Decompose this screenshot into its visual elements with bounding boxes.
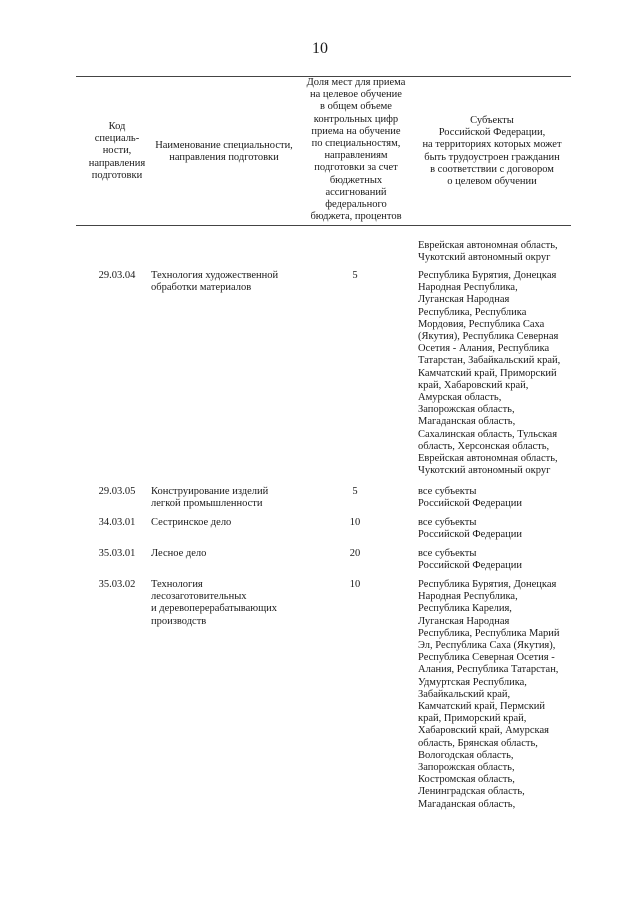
header-share-line: контрольных цифр bbox=[313, 113, 399, 125]
subject-line: Республика Карелия, bbox=[418, 603, 512, 615]
header-subjects-line: в соответствии с договором bbox=[430, 163, 554, 175]
row-subjects bbox=[418, 579, 573, 811]
row-subjects bbox=[418, 486, 573, 510]
header-share-line: бюджетных bbox=[329, 174, 383, 186]
header-share-line: направлениям bbox=[324, 150, 388, 162]
header-subjects-line: Российской Федерации, bbox=[438, 127, 546, 139]
row-code: 29.03.04 bbox=[98, 270, 136, 281]
subject-line: Удмуртская Республика, bbox=[418, 676, 527, 688]
row-name bbox=[151, 517, 301, 529]
row-share: 10 bbox=[349, 517, 361, 528]
header-subjects-line: Субъекты bbox=[470, 115, 514, 126]
continuation-subjects bbox=[418, 240, 573, 264]
header-code bbox=[76, 121, 158, 182]
row-name-line: Сестринское дело bbox=[151, 517, 232, 528]
header-code-line: подготовки bbox=[91, 169, 143, 181]
subject-line: Республика Бурятия, Донецкая bbox=[418, 579, 557, 590]
subject-line: Чукотский автономный округ bbox=[418, 465, 551, 477]
header-name bbox=[148, 140, 300, 164]
subject-line: Российской Федерации bbox=[418, 560, 522, 572]
row-name-line: Лесное дело bbox=[151, 548, 207, 559]
row-name-line: обработки материалов bbox=[151, 282, 252, 294]
header-subjects bbox=[412, 115, 572, 188]
subject-line: Запорожская область, bbox=[418, 404, 515, 416]
subject-line: Российской Федерации bbox=[418, 529, 522, 541]
header-code-line: специаль- bbox=[94, 133, 140, 145]
row-subjects bbox=[418, 548, 573, 572]
header-share-line: по специальностям, bbox=[311, 138, 401, 150]
row-name bbox=[151, 548, 301, 560]
subject-line: Алания, Республика Татарстан, bbox=[418, 664, 559, 676]
row-share: 5 bbox=[352, 270, 358, 281]
row-name-line: Конструирование изделий bbox=[151, 486, 269, 497]
subject-line: Республика Бурятия, Донецкая bbox=[418, 270, 557, 281]
subject-line: все субъекты bbox=[418, 486, 477, 497]
subject-line: Ленинградская область, bbox=[418, 786, 525, 798]
row-code: 35.03.01 bbox=[98, 548, 136, 559]
subject-line: Мордовия, Республика Саха bbox=[418, 318, 545, 330]
subject-line: Камчатский край, Приморский bbox=[418, 367, 557, 379]
subject-line: Чукотский автономный округ bbox=[418, 252, 551, 264]
subject-line: Магаданская область, bbox=[418, 798, 516, 810]
subject-line: Эл, Республика Саха (Якутия), bbox=[418, 640, 556, 652]
subject-line: (Якутия), Республика Северная bbox=[418, 331, 559, 343]
header-share-line: Доля мест для приема bbox=[306, 77, 406, 88]
row-name bbox=[151, 579, 301, 628]
table-header-rule bbox=[76, 225, 571, 226]
subject-line: Еврейская автономная область, bbox=[418, 453, 558, 465]
row-name bbox=[151, 270, 301, 294]
subject-line: Республика Северная Осетия - bbox=[418, 652, 555, 664]
header-share-line: ассигнований bbox=[325, 186, 387, 198]
subject-line: Сахалинская область, Тульская bbox=[418, 428, 558, 440]
subject-line: Республика, Республика bbox=[418, 306, 527, 318]
row-share: 10 bbox=[349, 579, 361, 590]
header-subjects-line: о целевом обучении bbox=[447, 176, 537, 188]
subject-line: Вологодская область, bbox=[418, 749, 514, 761]
header-share-line: федерального bbox=[325, 199, 387, 211]
subject-line: Забайкальский край, bbox=[418, 688, 511, 700]
subject-line: все субъекты bbox=[418, 517, 477, 528]
header-code-line: ности, bbox=[102, 145, 132, 157]
header-subjects-line: быть трудоустроен гражданин bbox=[424, 151, 560, 163]
row-share: 5 bbox=[352, 486, 358, 497]
row-code: 35.03.02 bbox=[98, 579, 136, 590]
subject-line: Еврейская автономная область, bbox=[418, 240, 558, 251]
subject-line: Луганская Народная bbox=[418, 294, 510, 306]
header-share-line: на целевое обучение bbox=[310, 89, 402, 101]
header-share-line: приема на обучение bbox=[311, 125, 401, 137]
subject-line: все субъекты bbox=[418, 548, 477, 559]
header-share-line: в общем объеме bbox=[320, 101, 392, 113]
header-share-line: бюджета, процентов bbox=[310, 211, 402, 223]
header-name-line: направления подготовки bbox=[169, 152, 279, 164]
header-subjects-line: на территориях которых может bbox=[422, 139, 562, 151]
subject-line: Амурская область, bbox=[418, 392, 502, 404]
subject-line: Магаданская область, bbox=[418, 416, 516, 428]
header-share-line: подготовки за счет bbox=[314, 162, 398, 174]
header-name-line: Наименование специальности, bbox=[155, 140, 293, 151]
subject-line: Луганская Народная bbox=[418, 615, 510, 627]
row-name-line: Технология bbox=[151, 579, 203, 590]
page-number: 10 bbox=[312, 40, 328, 57]
subject-line: Российской Федерации bbox=[418, 498, 522, 510]
subject-line: Запорожская область, bbox=[418, 762, 515, 774]
row-name-line: легкой промышленности bbox=[151, 498, 263, 510]
subject-line: область, Херсонская область, bbox=[418, 440, 550, 452]
subject-line: Костромская область, bbox=[418, 774, 515, 786]
row-name-line: производств bbox=[151, 615, 207, 627]
subject-line: Хабаровский край, Амурская bbox=[418, 725, 549, 737]
subject-line: Народная Республика, bbox=[418, 591, 518, 603]
row-subjects bbox=[418, 517, 573, 541]
subject-line: Народная Республика, bbox=[418, 282, 518, 294]
row-name-line: лесозаготовительных bbox=[151, 591, 247, 603]
subject-line: Осетия - Алания, Республика bbox=[418, 343, 550, 355]
subject-line: Татарстан, Забайкальский край, bbox=[418, 355, 561, 367]
row-name bbox=[151, 486, 301, 510]
row-code: 29.03.05 bbox=[98, 486, 136, 497]
header-share bbox=[300, 77, 412, 223]
subject-line: край, Хабаровский край, bbox=[418, 379, 529, 391]
row-code: 34.03.01 bbox=[98, 517, 136, 528]
row-subjects bbox=[418, 270, 573, 477]
subject-line: Камчатский край, Пермский bbox=[418, 701, 546, 713]
subject-line: Республика, Республика Марий bbox=[418, 627, 560, 639]
subject-line: край, Приморский край, bbox=[418, 713, 527, 725]
header-code-line: Код bbox=[108, 121, 126, 132]
row-name-line: и деревоперерабатывающих bbox=[151, 603, 278, 615]
row-share: 20 bbox=[349, 548, 361, 559]
row-name-line: Технология художественной bbox=[151, 270, 279, 281]
header-code-line: направления bbox=[88, 157, 146, 169]
subject-line: область, Брянская область, bbox=[418, 737, 538, 749]
